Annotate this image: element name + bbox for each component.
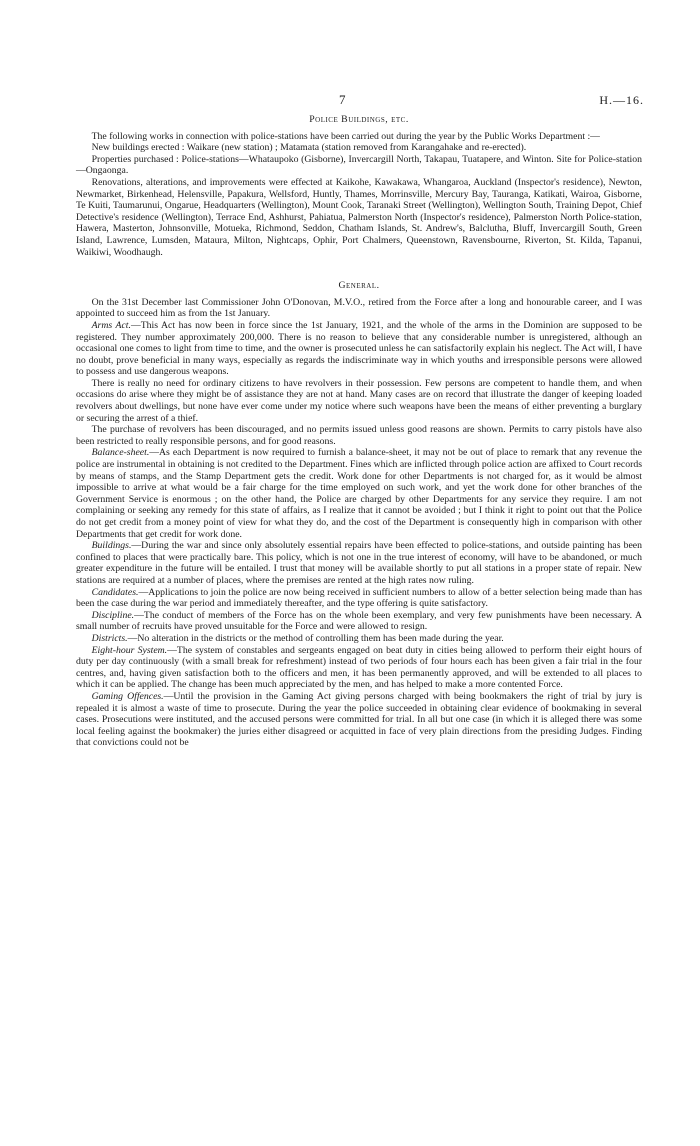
- paragraph: There is really no need for ordinary citizens to have revolvers in their possession. Few persons are competent to handle them, and when occasions do arise where they might be of assistance they are not at hand. Many cases are on record that illustrate the danger of keeping loaded revolvers about dwellings, but none have ever come under my notice where such weapons have been the means of either preventing a burglary or securing the arrest of a thief.: [76, 377, 642, 424]
- paragraph-text: —During the war and since only absolutely essential repairs have been effected to police-stations, and outside painting has been confined to places that were practically bare. This policy, which is not one in the true interest of economy, will have to be abandoned, or much greater expenditure in the future will be entailed. I trust that money will be available shortly to put all stations in a proper state of repair. New stations are required at a number of places, where the premises are rented at the high rates now ruling.: [76, 540, 642, 586]
- paragraph: On the 31st December last Commissioner John O'Donovan, M.V.O., retired from the Force after a long and honourable career, and I was appointed to succeed him as from the 1st January.: [76, 296, 642, 320]
- paragraph-gaming-offences: [76, 691, 642, 749]
- paragraph-districts: [76, 633, 642, 645]
- paragraph: New buildings erected : Waikare (new station) ; Matamata (station removed from Karangahake and re-erected).: [91, 142, 527, 154]
- paragraph-text: —The conduct of members of the Force has on the whole been exemplary, and very few punishments have been necessary. A small number of recruits have proved unsuitable for the Force and were allowed to resign.: [76, 609, 642, 633]
- section-heading-police-buildings: Police Buildings, etc.: [309, 114, 409, 125]
- paragraph: The following works in connection with police-stations have been carried out during the year by the Public Works Department :—: [91, 130, 600, 142]
- paragraph-text: —This Act has now been in force since the 1st January, 1921, and the whole of the arms in the Dominion are supposed to be registered. They number approximately 200,000. There is no reason to believe that any considerable number is unregistered, although an occasional one comes to light from time to time, and the owner is prosecuted unless he can satisfactorily explain his neglect. The Act will, I have no doubt, prove beneficial in many ways, especially as regards the indiscriminate way in which youths and irresponsible persons were allowed to possess and use dangerous weapons.: [76, 319, 642, 378]
- paragraph-title: Arms Act.: [91, 319, 131, 331]
- section-heading-general: General.: [338, 280, 380, 292]
- paragraph-discipline: [76, 610, 642, 633]
- paragraph-title: Balance-sheet.: [91, 447, 150, 459]
- paragraph-text: —The system of constables and sergeants engaged on beat duty in cities being allowed to perform their eight hours of duty per day continuously (with a small break for refreshment) instead of two periods of four hours each has been given a fair trial in the four centres, and, having given satisfaction both to the officers and men, it has been permanently approved, and will be extended to all places to which it can be applied. The change has been much appreciated by the men, and has helped to make a more contented Force.: [76, 644, 642, 691]
- paragraph: Renovations, alterations, and improvements were effected at Kaikohe, Kawakawa, Whangaroa, Auckland (Inspector's residence), Newton, Newmarket, Birkenhead, Helensville, Papakura, Wellsford, Huntly, Thames, Morrinsville, Mercury Bay, Tauranga, Katikati, Wairoa, Gisborne, Te Kuiti, Taumarunui, Ongarue, Headquarters (Wellington), Mount Cook, Taranaki Street (Wellington), Wellington South, Training Depot, Chief Detective's residence (Wellington), Terrace End, Ashhurst, Pahiatua, Palmerston North (Inspector's residence), Palmerston North Police-station, Hawera, Masterton, Johnsonville, Motueka, Richmond, Seddon, Chatham Islands, St. Andrew's, Balclutha, Bluff, Invercargill South, Green Island, Lawrence, Lumsden, Mataura, Milton, Nightcaps, Ophir, Port Chalmers, Queenstown, Ravensbourne, Riverton, St. Kilda, Tapanui, Waikiwi, Woodhaugh.: [76, 176, 642, 258]
- paragraph-text: —No alteration in the districts or the method of controlling them has been made during the year.: [127, 632, 504, 644]
- section-spacer: [76, 258, 642, 280]
- paragraph-title: Buildings.: [91, 540, 132, 552]
- document-reference: H.—16.: [599, 93, 644, 107]
- paragraph-text: —Until the provision in the Gaming Act giving persons charged with being bookmakers the right of trial by jury is repealed it is almost a waste of time to prosecute. During the year the police succeeded in obtaining clear evidence of bookmaking in several cases. Prosecutions were instituted, and the accused persons were committed for trial. In all but one case (in which it is alleged there was some local feeling against the bookmaker) the juries either disagreed or acquitted in face of very plain directions from the presiding Judges. Finding that convictions could not be: [76, 690, 642, 749]
- paragraph-balance-sheet: [76, 447, 642, 540]
- paragraph-buildings: [76, 540, 642, 586]
- paragraph-title: Districts.: [91, 632, 128, 644]
- paragraph-arms-act: [76, 320, 642, 378]
- paragraph-title: Eight-hour System.: [91, 644, 168, 656]
- paragraph-candidates: [76, 587, 642, 610]
- paragraph-title: Gaming Offences.: [91, 690, 164, 702]
- paragraph: Properties purchased : Police-stations—Whataupoko (Gisborne), Invercargill North, Takapau, Tuatapere, and Winton. Site for Police-station—Ongaonga.: [76, 153, 642, 177]
- paragraph: The purchase of revolvers has been discouraged, and no permits issued unless good reasons are shown. Permits to carry pistols have also been restricted to really responsible persons, and for good reasons.: [76, 424, 642, 447]
- page-number: 7: [339, 92, 346, 107]
- paragraph-title: Discipline.: [91, 609, 135, 621]
- paragraph-text: —As each Department is now required to furnish a balance-sheet, it may not be out of place to remark that any revenue the police are instrumental in obtaining is not credited to the Department. Fines which are inflicted through police action are affixed to Court records by means of stamps, and the Stamp Department gets the credit. Work done for other Departments is not charged for, as it would be almost impossible to arrive at what would be a fair charge for the time employed on such work, and yet the work done for other branches of the Government Service is enormous ; on the other hand, the Police are charged by other Departments for any service they require. I am not complaining or seeking any remedy for this state of affairs, as I realize that it cannot be avoided ; but I think it right to point out that the Police do not get credit from a money point of view for what they do, and the cost of the Department is consequently high in comparison with other Departments that get credit for work done.: [76, 447, 642, 540]
- paragraph-title: Candidates.: [91, 586, 139, 598]
- page-header: [76, 92, 642, 114]
- paragraph-text: —Applications to join the police are now being received in sufficient numbers to allow of a better selection being made than has been the case during the war period and immediately thereafter, and the type offering is quite satisfactory.: [76, 586, 642, 610]
- paragraph-eight-hour-system: [76, 645, 642, 691]
